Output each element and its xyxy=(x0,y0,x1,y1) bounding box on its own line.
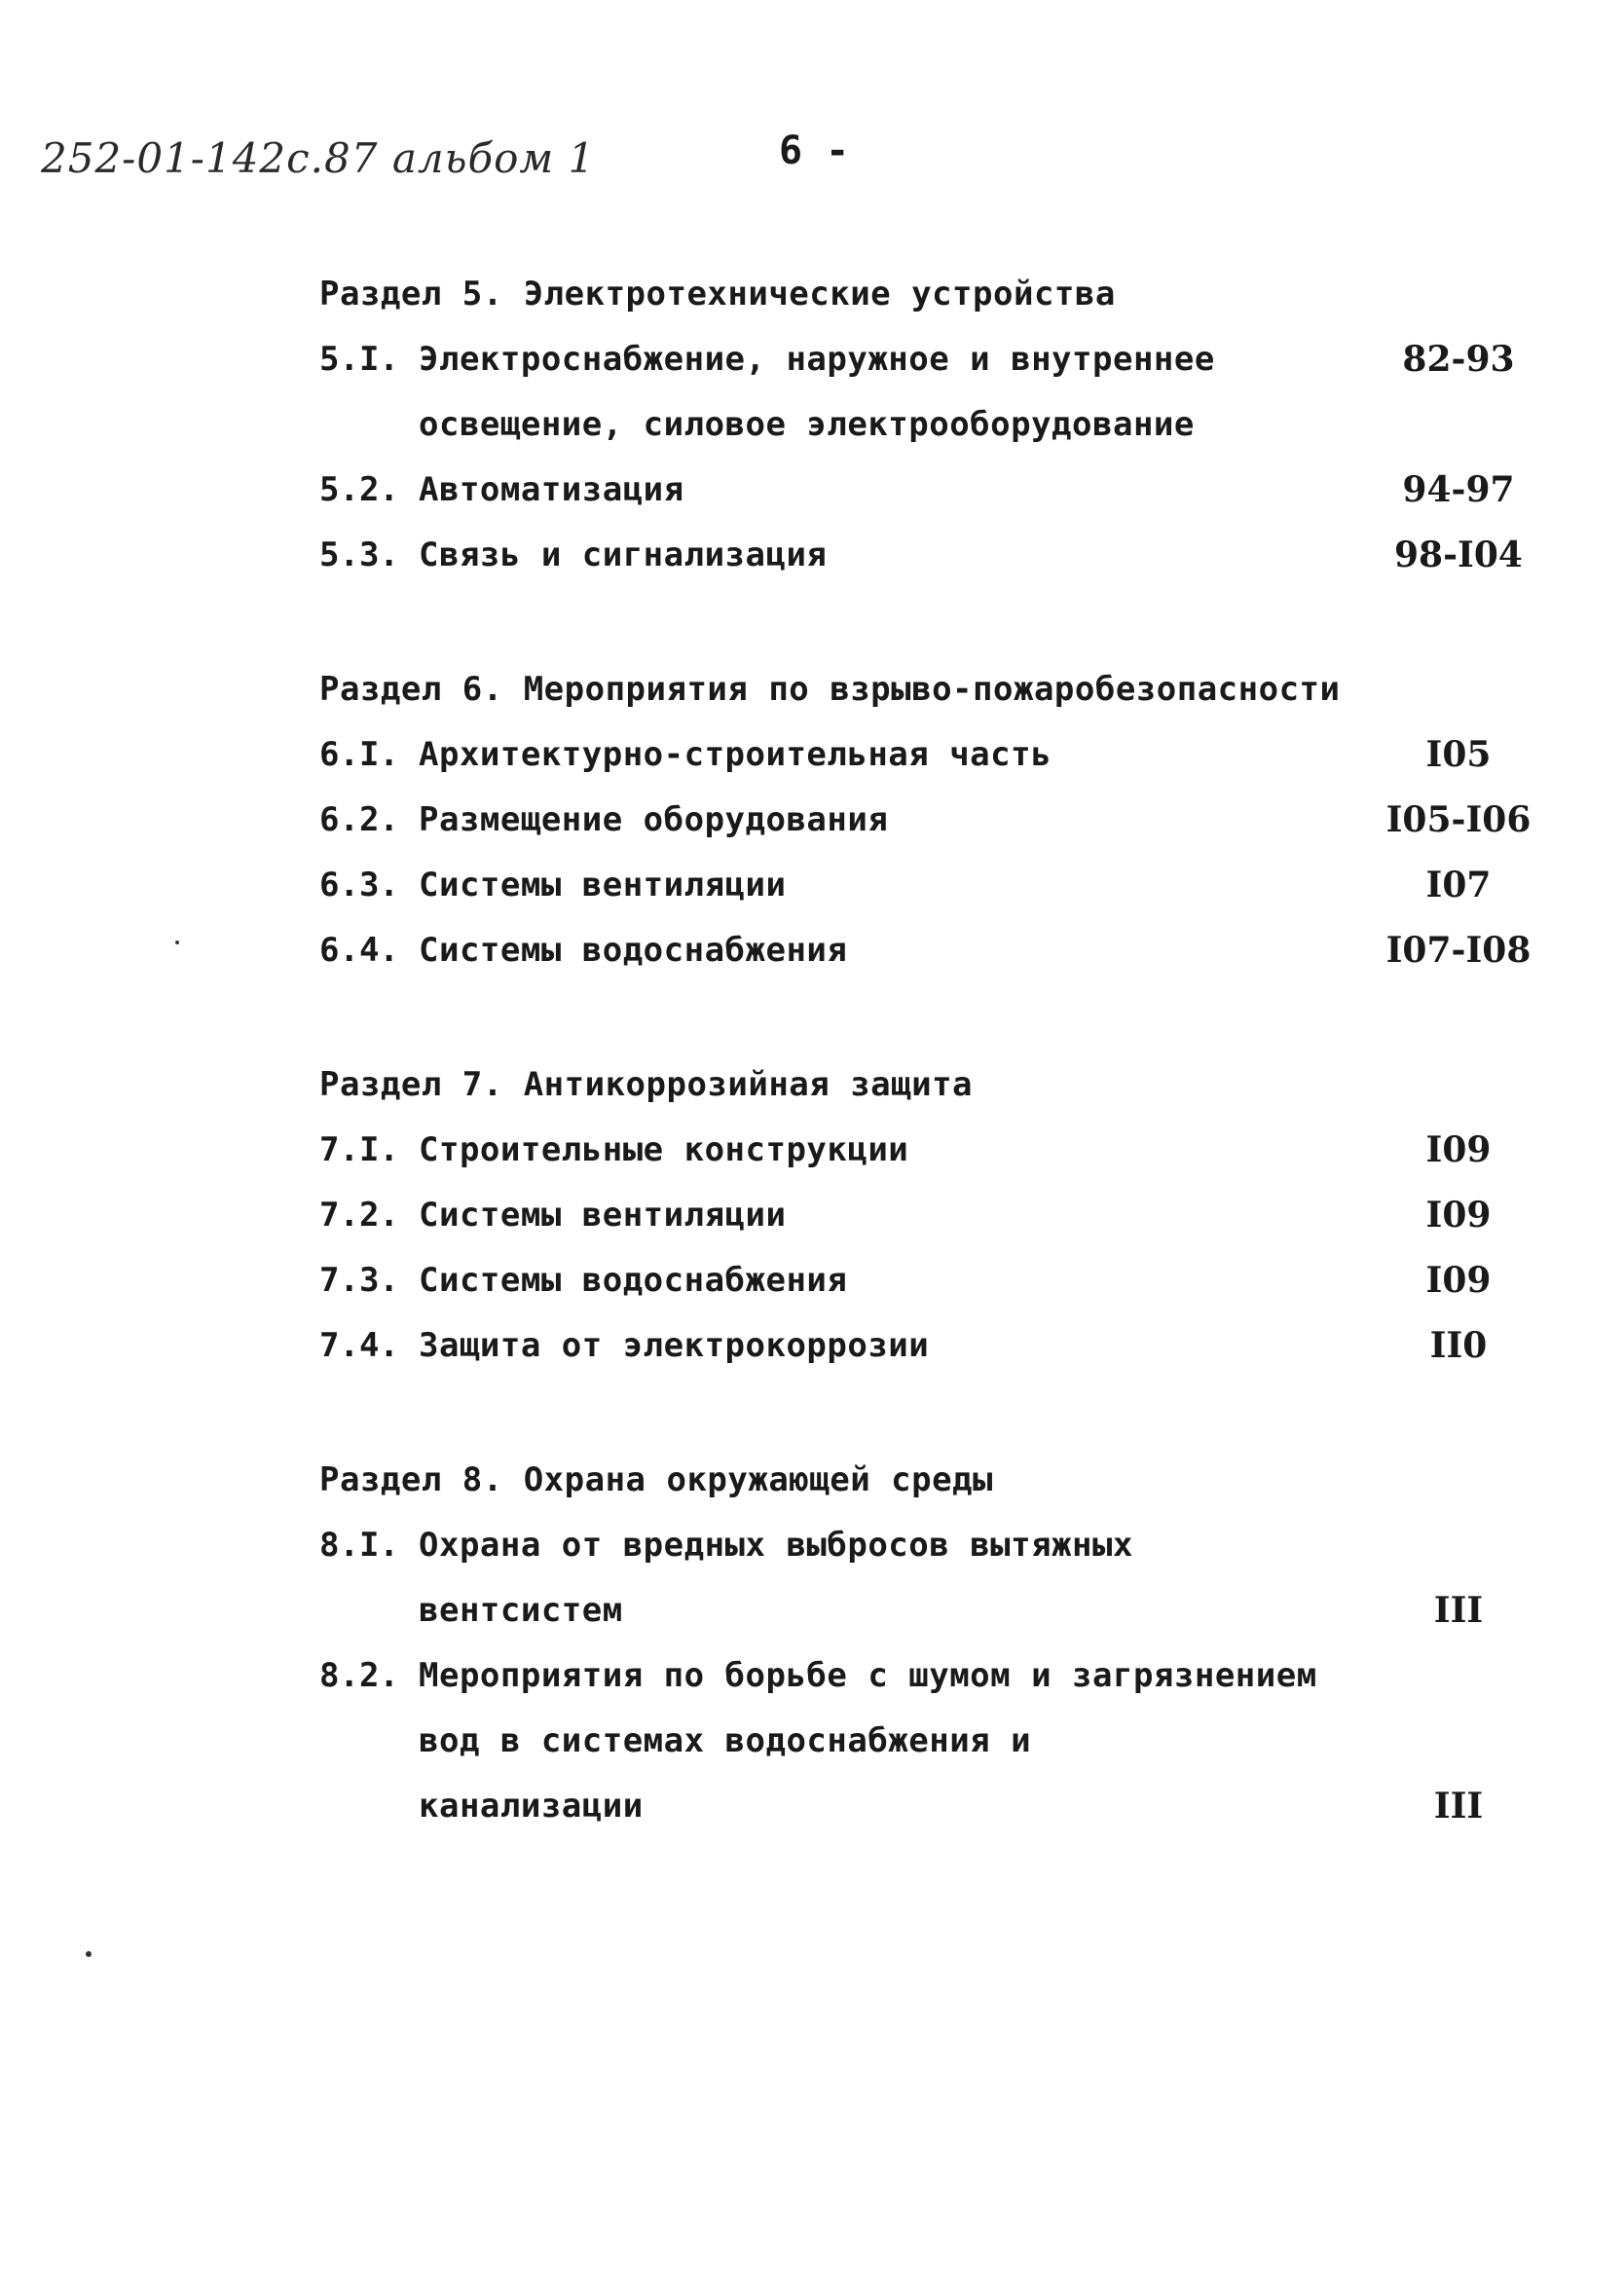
section-title: Раздел 8. Охрана окружающей среды xyxy=(319,1460,994,1499)
item-page-range: I07 xyxy=(1425,865,1492,905)
item-title-line: Строительные конструкции xyxy=(419,1130,909,1169)
item-title-line: Связь и сигнализация xyxy=(419,535,828,574)
section-title: Раздел 7. Антикоррозийная защита xyxy=(319,1065,974,1104)
item-number: 6.3. xyxy=(319,866,399,904)
toc-item xyxy=(319,722,1546,788)
item-page-range: I05-I06 xyxy=(1385,799,1532,840)
toc-item xyxy=(319,1248,1546,1313)
item-number: 6.4. xyxy=(319,931,399,970)
toc-item xyxy=(319,1313,1546,1379)
item-page-range: III xyxy=(1433,1590,1484,1631)
item-title-line: Автоматизация xyxy=(419,470,684,509)
page-number: 6 - xyxy=(779,129,850,173)
item-number: 5.2. xyxy=(319,470,399,509)
item-title-line: Архитектурно-строительная часть xyxy=(419,735,1052,774)
item-page-range: I05 xyxy=(1425,734,1492,775)
item-page-range: II0 xyxy=(1429,1325,1488,1366)
item-number: 6.I. xyxy=(319,735,399,774)
item-title-line: канализации xyxy=(419,1787,644,1826)
item-page-range: I09 xyxy=(1425,1129,1492,1170)
toc-item xyxy=(319,1513,1546,1643)
item-number: 8.2. xyxy=(319,1656,399,1695)
item-number: 7.2. xyxy=(319,1196,399,1235)
toc-section xyxy=(319,1447,1546,1839)
item-number: 7.3. xyxy=(319,1261,399,1300)
section-title: Раздел 6. Мероприятия по взрыво-пожаробезопасности xyxy=(319,670,1341,709)
toc-item xyxy=(319,918,1546,983)
item-title-line: Системы вентиляции xyxy=(419,866,787,904)
toc-section xyxy=(319,1052,1546,1379)
item-number: 5.3. xyxy=(319,535,399,574)
item-title-line: освещение, силовое электрооборудование xyxy=(419,405,1195,444)
item-title-line: Системы водоснабжения xyxy=(419,1261,848,1300)
item-number: 5.I. xyxy=(319,340,399,379)
section-title: Раздел 5. Электротехнические устройства xyxy=(319,275,1116,314)
item-page-range: I07-I08 xyxy=(1385,930,1532,971)
item-page-range: 98-I04 xyxy=(1394,535,1523,575)
item-title-line: вод в системах водоснабжения и xyxy=(419,1721,1032,1760)
item-title-line: Защита от электрокоррозии xyxy=(419,1326,930,1365)
toc-item xyxy=(319,853,1546,918)
item-title-line: Системы вентиляции xyxy=(419,1196,787,1235)
scan-speck xyxy=(86,1951,92,1957)
item-number: 7.I. xyxy=(319,1130,399,1169)
item-title-line: Мероприятия по борьбе с шумом и загрязнением xyxy=(419,1656,1317,1695)
item-page-range: 94-97 xyxy=(1402,469,1515,510)
toc-item xyxy=(319,788,1546,853)
handwritten-document-code: 252-01-142с.87 альбом 1 xyxy=(41,134,596,182)
toc-item xyxy=(319,458,1546,523)
item-page-range: I09 xyxy=(1425,1195,1492,1236)
toc-item xyxy=(319,1118,1546,1183)
item-page-range: III xyxy=(1433,1786,1484,1827)
item-title-line: Электроснабжение, наружное и внутреннее xyxy=(419,340,1215,379)
item-number: 6.2. xyxy=(319,800,399,839)
toc-item xyxy=(319,523,1546,588)
toc-section xyxy=(319,656,1546,983)
item-title-line: Системы водоснабжения xyxy=(419,931,848,970)
item-title-line: Охрана от вредных выбросов вытяжных xyxy=(419,1526,1133,1565)
toc-item xyxy=(319,1183,1546,1248)
scan-speck xyxy=(175,941,179,944)
item-number: 7.4. xyxy=(319,1326,399,1365)
item-number: 8.I. xyxy=(319,1526,399,1565)
toc-section xyxy=(319,261,1546,588)
item-title-line: вентсистем xyxy=(419,1591,623,1630)
table-of-contents xyxy=(319,261,1546,1907)
item-page-range: I09 xyxy=(1425,1260,1492,1301)
item-title-line: Размещение оборудования xyxy=(419,800,889,839)
toc-item xyxy=(319,327,1546,458)
toc-item xyxy=(319,1643,1546,1839)
item-page-range: 82-93 xyxy=(1402,339,1515,380)
